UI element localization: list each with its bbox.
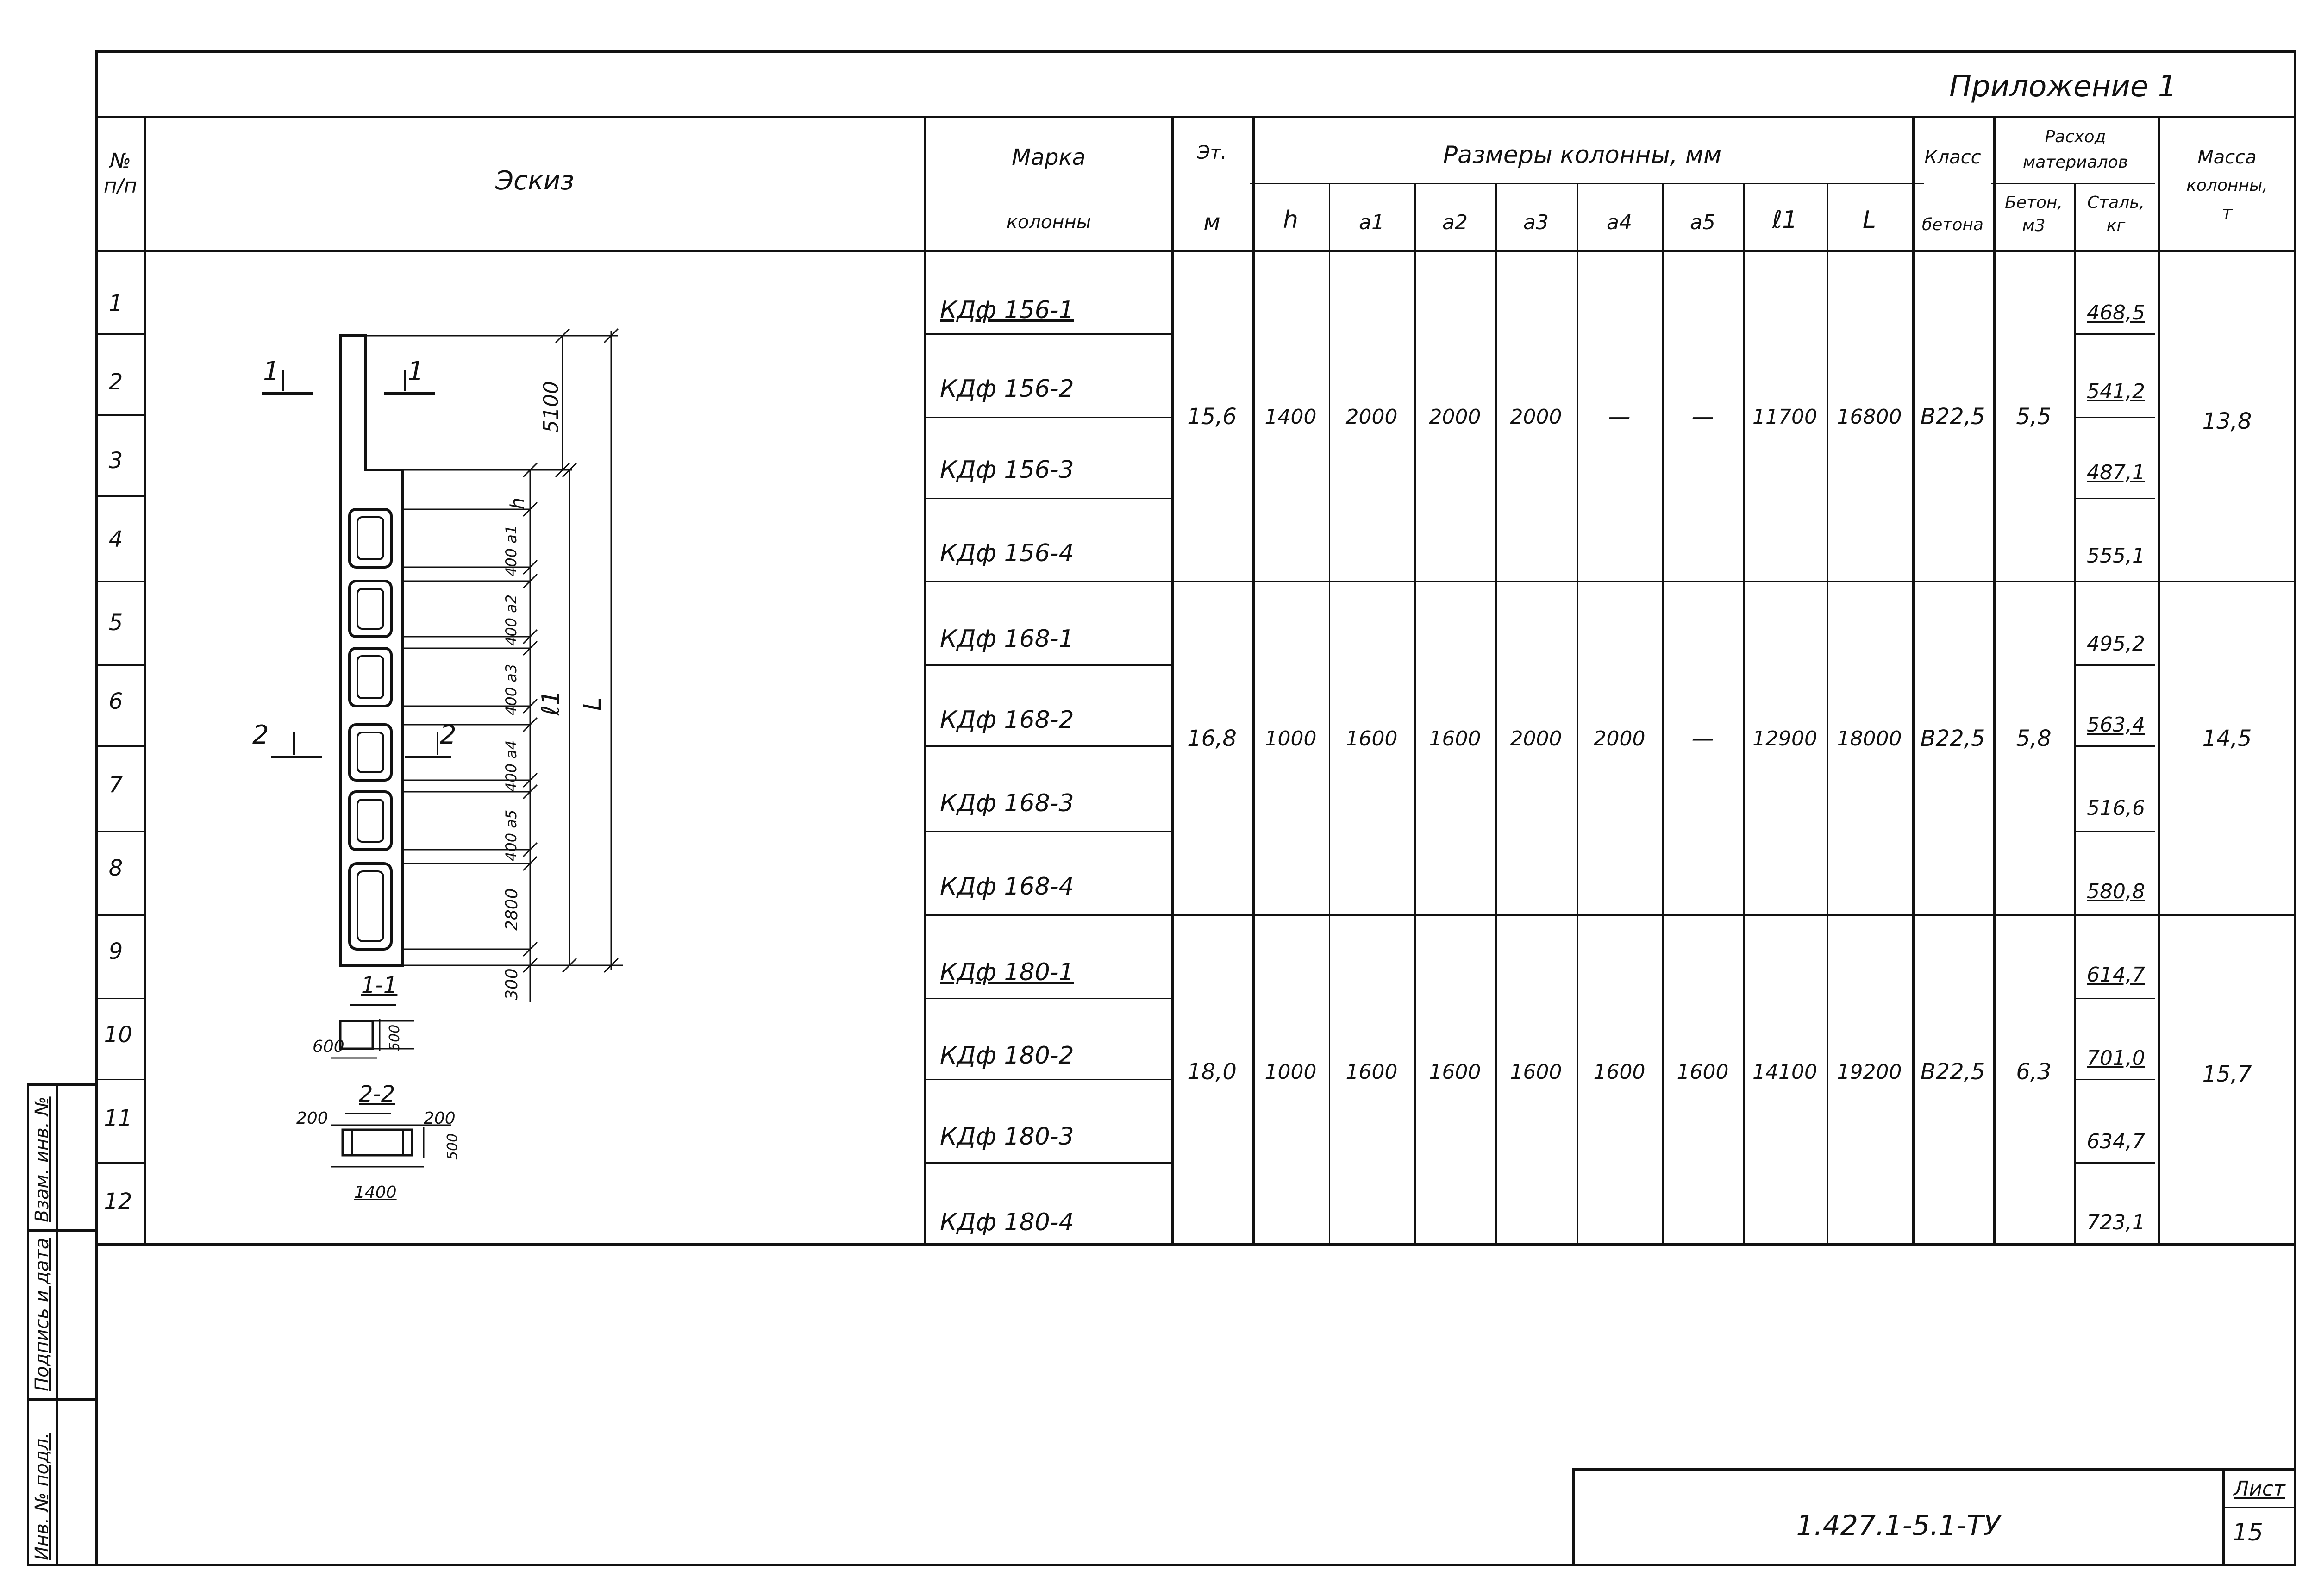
dim-5100: 5100 — [539, 381, 563, 433]
sheet-label: Лист — [2234, 1477, 2285, 1501]
size-L: 19200 — [1837, 1060, 1902, 1084]
steel-value: 634,7 — [2087, 1129, 2145, 1153]
header-sizes: Размеры колонны, мм — [1443, 141, 1722, 169]
dim-a2: 400 a2 — [502, 594, 520, 646]
column-mark: КДф 156-4 — [940, 539, 1074, 567]
size-h: 1000 — [1264, 1060, 1317, 1084]
column-mark: КДф 156-2 — [940, 375, 1074, 403]
size-l1: 14100 — [1752, 1060, 1817, 1084]
size-a5: — — [1691, 404, 1714, 430]
header-mass-3: т — [2221, 202, 2233, 224]
column-mass: 13,8 — [2202, 408, 2252, 434]
appendix-title: Приложение 1 — [1949, 69, 2177, 104]
dim-200a: 200 — [296, 1109, 328, 1128]
column-mark: КДф 180-2 — [940, 1042, 1074, 1070]
opening-6 — [350, 864, 391, 949]
size-a1: 2000 — [1345, 405, 1398, 429]
concrete-class: В22,5 — [1920, 726, 1985, 751]
header-num: № п/п — [103, 149, 138, 198]
row-num: 3 — [108, 448, 123, 474]
dim-h: h — [507, 497, 528, 509]
size-a1: 1600 — [1345, 1060, 1398, 1084]
header-steel-1: Сталь, — [2087, 193, 2145, 212]
size-a5: 1600 — [1677, 1060, 1729, 1084]
section-2-left-label: 2 — [252, 720, 269, 750]
opening-6-inner — [357, 871, 383, 941]
dim-500b: 500 — [444, 1133, 461, 1160]
header-l1: ℓ1 — [1772, 206, 1798, 234]
header-mass-2: колонны, — [2186, 175, 2268, 195]
dim-a1: 400 a1 — [502, 525, 520, 576]
opening-1-inner — [357, 517, 383, 559]
row-num: 11 — [104, 1105, 132, 1131]
header-a1: a1 — [1359, 210, 1384, 234]
header-consumption-1: Расход — [2045, 127, 2106, 146]
header-steel-2: кг — [2106, 216, 2126, 235]
header-mark-2: колонны — [1006, 212, 1091, 233]
steel-value: 555,1 — [2087, 544, 2145, 568]
header-h: h — [1283, 206, 1298, 234]
dim-2800: 2800 — [502, 888, 521, 931]
size-a4: 2000 — [1593, 726, 1646, 751]
section-1-1-profile — [340, 1021, 373, 1049]
header-concrete-2: м3 — [2022, 216, 2046, 235]
size-l1: 11700 — [1752, 405, 1817, 429]
column-mass: 14,5 — [2202, 726, 2252, 751]
column-mark: КДф 168-4 — [940, 873, 1074, 901]
size-a2: 1600 — [1429, 726, 1481, 751]
header-sketch: Эскиз — [495, 165, 574, 196]
section-1-right-label: 1 — [407, 357, 424, 387]
steel-value: 701,0 — [2087, 1046, 2145, 1070]
opening-4-inner — [357, 732, 383, 772]
opening-5-inner — [357, 800, 383, 842]
dim-a4: 400 a4 — [502, 740, 520, 792]
concrete-volume: 5,5 — [2016, 404, 2052, 430]
table-top-line — [95, 116, 2296, 118]
row-num: 1 — [108, 290, 123, 316]
side-label-inventory: Инв. № подл. — [31, 1433, 53, 1560]
row-num: 12 — [104, 1189, 132, 1214]
dim-L: L — [579, 697, 607, 711]
concrete-class: В22,5 — [1920, 1059, 1985, 1085]
dim-500a: 500 — [387, 1024, 403, 1051]
header-mark-1: Марка — [1012, 144, 1086, 170]
document-code: 1.427.1-5.1-ТУ — [1796, 1509, 2001, 1542]
size-h: 1400 — [1264, 405, 1317, 429]
section-1-left-label: 1 — [263, 357, 280, 387]
header-concrete-1: Бетон, — [2005, 193, 2063, 212]
steel-value: 487,1 — [2087, 460, 2145, 484]
column-mark: КДф 180-3 — [940, 1123, 1074, 1151]
dim-a3: 400 a3 — [502, 663, 520, 715]
steel-value: 580,8 — [2087, 879, 2145, 903]
column-mark: КДф 180-1 — [940, 958, 1074, 986]
header-a2: a2 — [1442, 210, 1468, 234]
header-a5: a5 — [1690, 210, 1715, 234]
size-a3: 2000 — [1510, 726, 1562, 751]
column-mark: КДф 180-4 — [940, 1208, 1074, 1236]
section-1-1-title: 1-1 — [361, 972, 398, 998]
concrete-class: В22,5 — [1920, 404, 1985, 430]
steel-value: 495,2 — [2087, 632, 2145, 656]
floor-height: 15,6 — [1187, 404, 1237, 430]
row-num: 9 — [108, 939, 123, 964]
sheet-number: 15 — [2232, 1519, 2264, 1546]
steel-value: 723,1 — [2087, 1210, 2145, 1234]
column-mark: КДф 156-1 — [940, 296, 1074, 324]
steel-value: 516,6 — [2087, 796, 2145, 820]
steel-value: 468,5 — [2087, 300, 2145, 325]
size-a3: 2000 — [1510, 405, 1562, 429]
row-num: 6 — [108, 688, 123, 714]
header-L: L — [1863, 206, 1876, 234]
column-mark: КДф 168-2 — [940, 706, 1074, 734]
steel-value: 541,2 — [2087, 379, 2145, 403]
header-floor-2: м — [1203, 209, 1220, 235]
header-class-2: бетона — [1922, 215, 1983, 234]
header-a4: a4 — [1607, 210, 1632, 234]
header-a3: a3 — [1523, 210, 1549, 234]
size-L: 16800 — [1837, 405, 1902, 429]
floor-height: 16,8 — [1187, 726, 1237, 751]
floor-height: 18,0 — [1187, 1059, 1237, 1085]
size-L: 18000 — [1837, 726, 1902, 751]
dim-1400: 1400 — [354, 1183, 397, 1202]
row-num: 2 — [108, 369, 123, 395]
dim-200b: 200 — [424, 1109, 456, 1128]
row-num: 8 — [108, 855, 123, 881]
row-num: 4 — [108, 526, 123, 552]
dim-300: 300 — [502, 968, 521, 1000]
section-2-right-label: 2 — [440, 720, 457, 750]
steel-value: 563,4 — [2087, 713, 2145, 737]
column-mark: КДф 168-1 — [940, 625, 1074, 653]
dim-l1: ℓ1 — [537, 690, 565, 715]
section-2-2-title: 2-2 — [359, 1081, 395, 1107]
dim-a5: 400 a5 — [502, 809, 520, 861]
header-consumption-2: материалов — [2023, 152, 2128, 172]
column-mark: КДф 156-3 — [940, 456, 1074, 484]
header-class-1: Класс — [1924, 147, 1981, 168]
steel-value: 614,7 — [2087, 963, 2145, 987]
size-a5: — — [1691, 726, 1714, 751]
opening-2-inner — [357, 589, 383, 629]
size-a4: — — [1608, 404, 1631, 430]
size-a2: 2000 — [1429, 405, 1481, 429]
size-a3: 1600 — [1510, 1060, 1562, 1084]
opening-3-inner — [357, 656, 383, 698]
table-bottom-line — [95, 1243, 2296, 1246]
dim-600: 600 — [313, 1037, 344, 1056]
header-floor-1: Эт. — [1197, 142, 1227, 163]
header-mass-1: Масса — [2197, 147, 2257, 168]
size-a1: 1600 — [1345, 726, 1398, 751]
row-num: 5 — [108, 610, 123, 636]
section-2-2-profile — [343, 1130, 412, 1155]
size-a2: 1600 — [1429, 1060, 1481, 1084]
side-label-signature: Подпись и дата — [31, 1238, 53, 1391]
side-label-replacement: Взам. инв. № — [31, 1096, 53, 1222]
size-a4: 1600 — [1593, 1060, 1646, 1084]
column-mass: 15,7 — [2202, 1061, 2252, 1087]
concrete-volume: 6,3 — [2016, 1059, 2052, 1085]
row-num: 7 — [108, 772, 123, 798]
concrete-volume: 5,8 — [2016, 726, 2052, 751]
size-h: 1000 — [1264, 726, 1317, 751]
column-mark: КДф 168-3 — [940, 789, 1074, 817]
size-l1: 12900 — [1752, 726, 1817, 751]
row-num: 10 — [104, 1022, 132, 1048]
